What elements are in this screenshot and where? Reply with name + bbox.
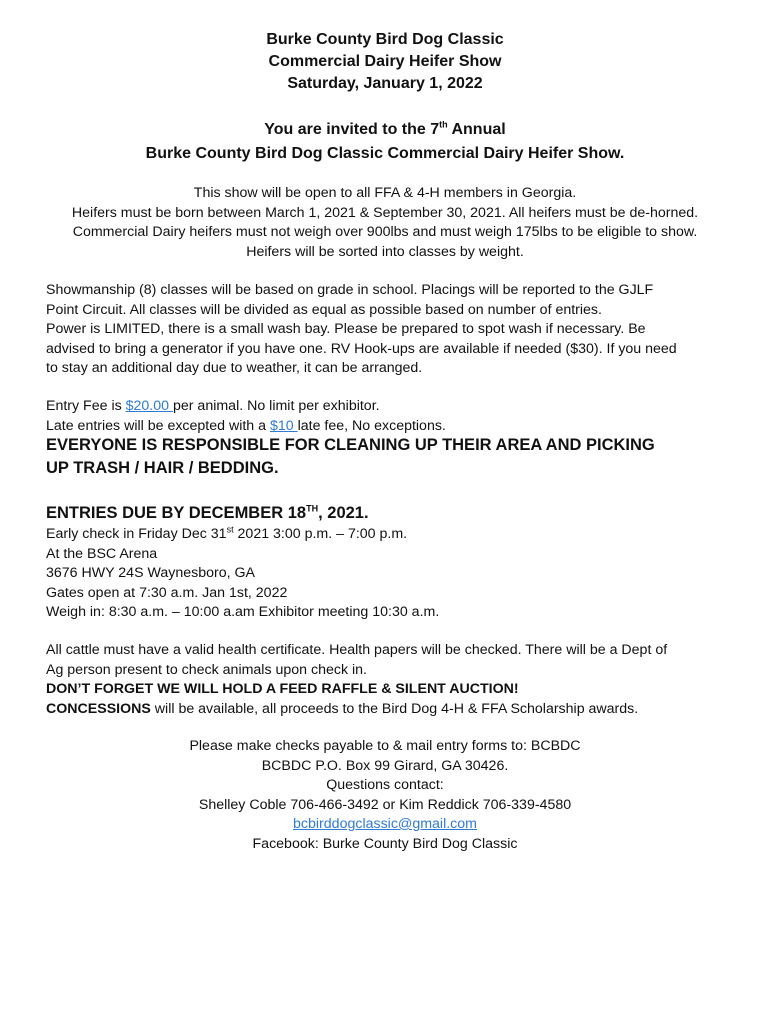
eligibility-line: This show will be open to all FFA & 4-H members in Georgia. [193,185,577,201]
invitation-text: You are invited to the 7 [264,121,440,138]
mailing-address: BCBDC P.O. Box 99 Girard, GA 30426. [261,757,509,774]
invitation-line2: Burke County Bird Dog Classic Commercial Dairy Heifer Show. [145,145,625,162]
showmanship-line: Power is LIMITED, there is a small wash bay. Please be prepared to spot wash if necessary. Be [46,321,646,337]
early-check-in-text: Early check in Friday Dec 31 [46,526,227,542]
eligibility-line: Heifers must be born between March 1, 2021 & September 30, 2021. All heifers must be de-horned. [71,204,699,221]
showmanship-paragraph [46,281,726,379]
early-check-in-time: 2021 3:00 p.m. – 7:00 p.m. [233,526,408,542]
health-line: All cattle must have a valid health certificate. Health papers will be checked. There will be a Dept of [46,642,668,658]
ordinal-suffix: TH [306,503,319,514]
document-header [0,29,770,95]
arena-address: 3676 HWY 24S Waynesboro, GA [46,565,255,581]
fees-paragraph [46,397,726,436]
invitation-text-end: Annual [447,121,506,138]
showmanship-line: Showmanship (8) classes will be based on grade in school. Placings will be reported to the GJLF [46,282,654,298]
entry-fee-link[interactable]: $20.00 [125,398,173,414]
showmanship-line: to stay an additional day due to weather, it can be arranged. [46,360,423,376]
late-fee-link[interactable]: $10 [269,417,298,434]
late-fee-text-end: late fee, No exceptions. [297,417,446,434]
gates-open: Gates open at 7:30 a.m. Jan 1st, 2022 [46,584,288,601]
responsibility-line: EVERYONE IS RESPONSIBLE FOR CLEANING UP THEIR AREA AND PICKING [46,436,655,454]
invitation [0,118,770,166]
invitation-line1 [0,118,770,142]
concessions-label: CONCESSIONS [46,700,151,717]
health-paragraph [46,641,726,719]
contact-block [0,737,770,854]
concessions-line [46,700,726,720]
raffle-notice: DON’T FORGET WE WILL HOLD A FEED RAFFLE & SILENT AUCTION! [46,681,519,697]
facebook-line: Facebook: Burke County Bird Dog Classic [252,835,518,852]
entries-due-text: ENTRIES DUE BY DECEMBER 18 [46,504,307,522]
weigh-in: Weigh in: 8:30 a.m. – 10:00 a.am Exhibitor meeting 10:30 a.m. [46,604,440,620]
entry-fee-text-end: per animal. No limit per exhibitor. [172,398,380,414]
questions-label: Questions contact: [326,777,444,793]
showmanship-line: Point Circuit. All classes will be divided as equal as possible based on number of entries. [46,301,602,318]
entries-due-text-end: , 2021. [318,504,369,522]
ordinal-suffix: st [226,524,234,535]
early-check-in [46,525,726,545]
header-subtitle: Commercial Dairy Heifer Show [268,53,502,70]
responsibility-line: UP TRASH / HAIR / BEDDING. [46,459,279,477]
entry-fee-text: Entry Fee is [46,398,126,414]
entries-due-heading [46,502,726,525]
contact-phones: Shelley Coble 706-466-3492 or Kim Reddick 706-339-4580 [198,796,572,813]
eligibility-line: Heifers will be sorted into classes by weight. [246,243,524,260]
arena-location: At the BSC Arena [46,545,158,562]
eligibility-line: Commercial Dairy heifers must not weigh over 900lbs and must weigh 175lbs to be eligible to show. [72,224,698,240]
email-line [0,815,770,835]
responsibility-notice [46,434,726,480]
late-fee-text: Late entries will be excepted with a [46,417,270,434]
header-title: Burke County Bird Dog Classic [266,31,504,48]
ordinal-suffix: th [439,119,448,130]
showmanship-line: advised to bring a generator if you have one. RV Hook-ups are available if needed ($30). If you need [46,340,677,357]
concessions-text: will be available, all proceeds to the Bird Dog 4-H & FFA Scholarship awards. [150,700,639,717]
health-line: Ag person present to check animals upon check in. [46,661,367,678]
payable-line: Please make checks payable to & mail entry forms to: BCBDC [189,738,581,754]
header-date: Saturday, January 1, 2022 [287,75,483,92]
eligibility-paragraph [0,184,770,262]
email-link[interactable]: bcbirddogclassic@gmail.com [293,816,477,832]
entry-fee-line [46,397,726,417]
schedule-block [46,525,726,623]
